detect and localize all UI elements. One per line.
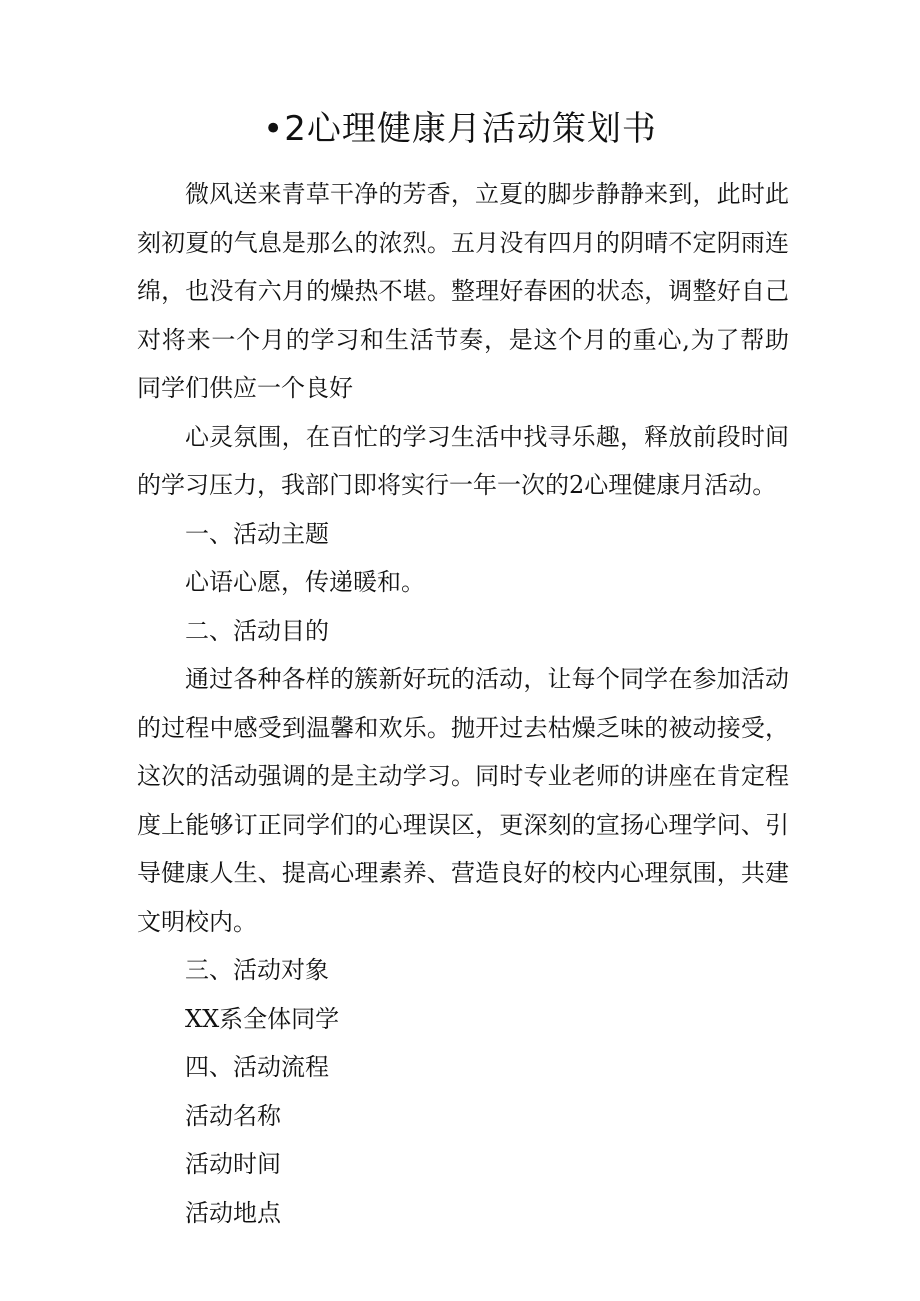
- document-body: [137, 170, 789, 1237]
- section-heading-theme: 一、活动主题: [185, 519, 329, 548]
- process-item-location: 活动地点: [185, 1198, 281, 1227]
- intro-continued-paragraph: 心灵氛围，在百忙的学习生活中找寻乐趣，释放前段时间的学习压力，我部门即将实行一年一次的2心理健康月活动。: [137, 422, 789, 499]
- section-heading-process: 四、活动流程: [185, 1053, 329, 1081]
- process-item-time: 活动时间: [185, 1150, 281, 1178]
- section-heading-purpose: 二、活动目的: [185, 616, 329, 645]
- intro-paragraph: 微风送来青草干净的芳香，立夏的脚步静静来到，此时此刻初夏的气息是那么的浓烈。五月没有四月的阴晴不定阴雨连绵，也没有六月的燥热不堪。整理好春困的状态，调整好自己对将来一个月的学习和生活节奏，是这个月的重心,为了帮助同学们供应一个良好: [137, 180, 789, 402]
- document-title: •2心理健康月活动策划书: [263, 109, 657, 149]
- section-text-purpose: 通过各种各样的簇新好玩的活动，让每个同学在参加活动的过程中感受到温馨和欢乐。抛开过去枯燥乏味的被动接受，这次的活动强调的是主动学习。同时专业老师的讲座在肯定程度上能够订正同学们的心理误区，更深刻的宣扬心理学问、引导健康人生、提高心理素养、营造良好的校内心理氛围，共建文明校内。: [137, 665, 789, 936]
- section-heading-audience: 三、活动对象: [185, 956, 329, 984]
- section-text-theme: 心语心愿，传递暖和。: [185, 568, 425, 596]
- process-item-name: 活动名称: [185, 1101, 281, 1130]
- section-text-audience: XX系全体同学: [185, 1004, 340, 1033]
